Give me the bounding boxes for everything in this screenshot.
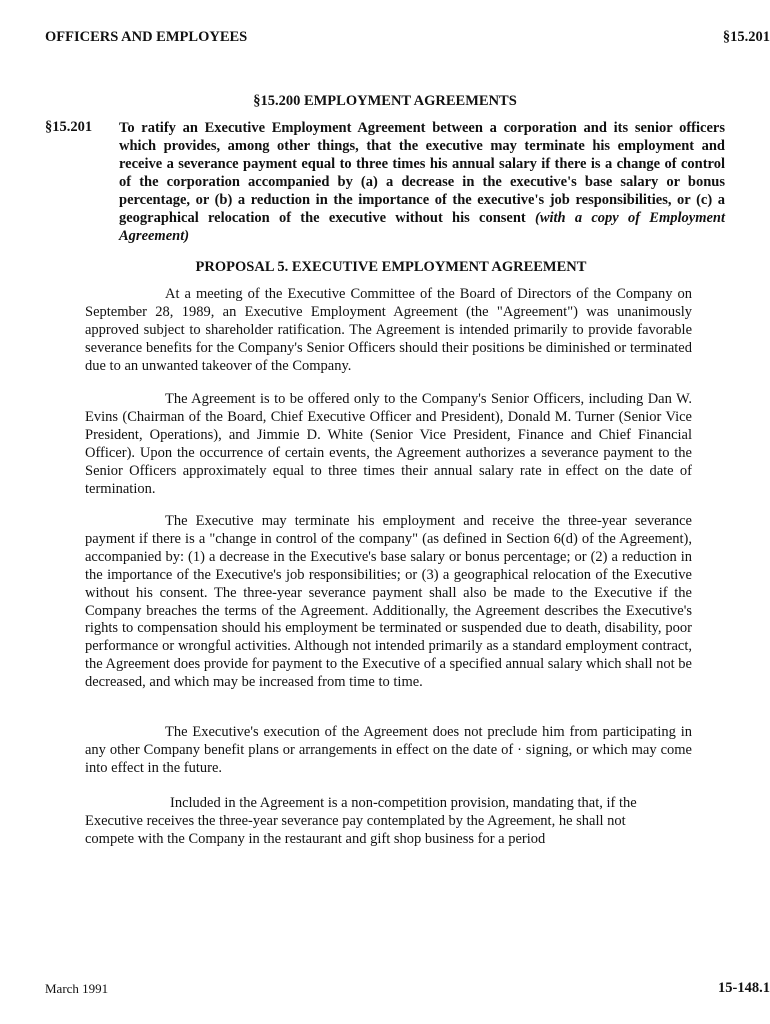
body-paragraph: The Agreement is to be offered only to the Company's Senior Officers, including Dan W. Evins (Chairman of the Board, Chief Executive Officer and President), Donald M. Turner (Senior Vice President, Operations), and Jimmie D. White (Senior Vice President, Finance and Chief Financial Officer). Upon the occurrence of certain events, the Agreement authorizes a severance payment to the Senior Officers approximately equal to three times their annual salary rate in effect on the date of termination. — [85, 391, 692, 497]
body-paragraph: The Executive's execution of the Agreement does not preclude him from participating in any other Company benefit plans or arrangements in effect on the date of · signing, or which may come into effect in the future. — [85, 724, 692, 776]
running-header-title: OFFICERS AND EMPLOYEES — [45, 29, 248, 45]
proposal-title: PROPOSAL 5. EXECUTIVE EMPLOYMENT AGREEMENT — [195, 259, 587, 275]
footer-date: March 1991 — [45, 981, 109, 996]
section-title: §15.200 EMPLOYMENT AGREEMENTS — [253, 93, 517, 109]
body-paragraph: Included in the Agreement is a non-competition provision, mandating that, if the Executive receives the three-year severance pay contemplated by the Agreement, he shall not compete with the Company in the restaurant and gift shop business for a period — [85, 795, 637, 847]
body-paragraph: At a meeting of the Executive Committee of the Board of Directors of the Company on September 28, 1989, an Executive Employment Agreement (the "Agreement") was unanimously approved subject to shareholder ratification. The Agreement is intended primarily to provide favorable severance benefits for the Company's Senior Officers should their positions be diminished or terminated due to an unwanted takeover of the Company. — [85, 286, 692, 374]
section-number: §15.201 — [45, 119, 93, 135]
body-paragraph: The Executive may terminate his employment and receive the three-year severance payment if there is a "change in control of the company" (as defined in Section 6(d) of the Agreement), accompanied by: (1) a decrease in the Executive's base salary or bonus percentage; or (2) a reduction in the importance of the Executive's job responsibilities; or (3) a geographical relocation of the Executive without his consent. The three-year severance payment shall also be made to the Executive if the Company breaches the terms of the Agreement. Additionally, the Agreement describes the Executive's rights to compensation should his employment be terminated or suspended due to death, disability, poor performance or wrongful activities. Although not intended primarily as a standard employment contract, the Agreement does provide for payment to the Executive of a specified annual salary which shall not be decreased, and which may be increased from time to time. — [85, 513, 692, 691]
section-caption — [119, 119, 725, 245]
section-caption-text: To ratify an Executive Employment Agreement between a corporation and its senior officers which provides, among other things, that the executive may terminate his employment and receive a severance payment equal to three times his annual salary if there is a change of control of the corporation accompanied by (a) a decrease in the executive's base salary or bonus percentage, or (b) a reduction in the importance of the executive's job responsibilities, or (c) a geographical relocation of the executive without his consent — [119, 120, 725, 226]
section-caption-note: (with a copy of Employment Agreement) — [119, 210, 726, 244]
footer-page-number: 15-148.1 — [718, 980, 770, 996]
running-header-section: §15.201 — [722, 29, 770, 45]
